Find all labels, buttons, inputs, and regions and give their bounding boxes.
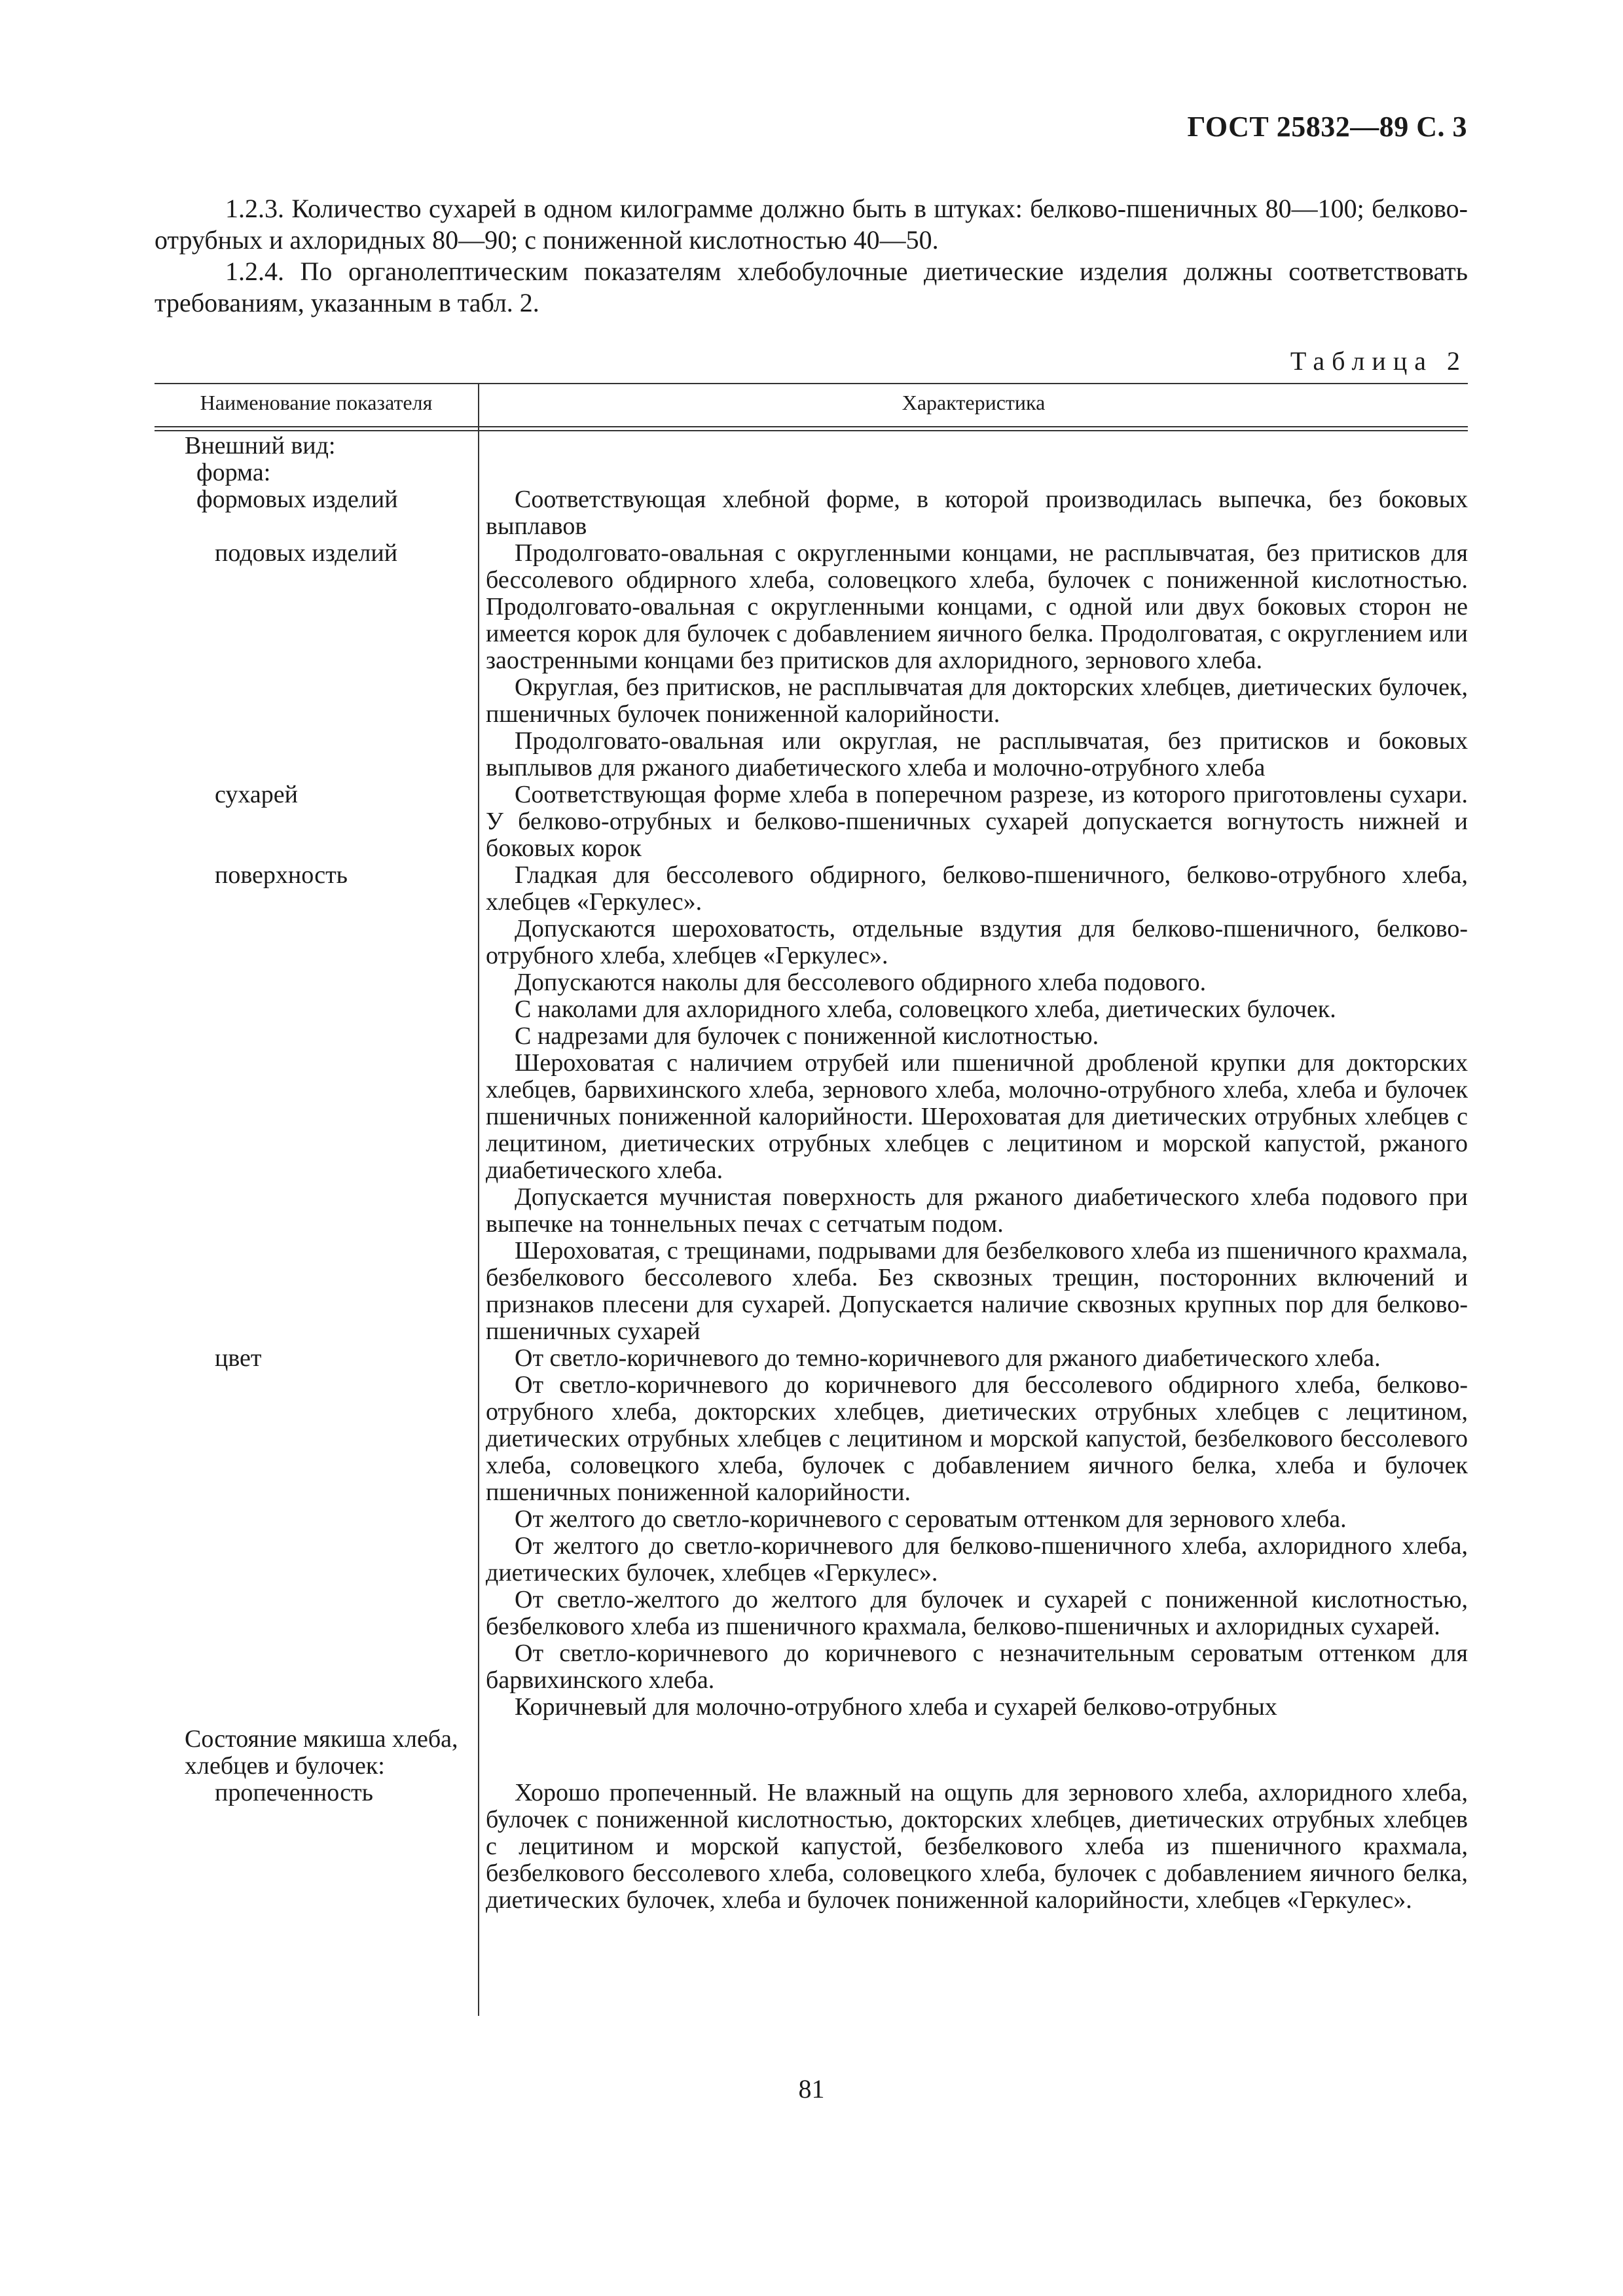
table-row [155, 433, 1468, 459]
row-desc [478, 540, 1468, 781]
table-row [155, 540, 1468, 781]
row-desc [478, 486, 1468, 540]
column-header-name: Наименование показателя [200, 391, 433, 414]
table-row [155, 1726, 1468, 1780]
desc-paragraph: Гладкая для бессолевого обдирного, белково-пшеничного, белково-отрубного хлеба, хлебцев «Геркулес». [486, 861, 1468, 916]
desc-paragraph: От желтого до светло-коричневого для белково-пшеничного хлеба, ахлоридного хлеба, диетических булочек, хлебцев «Геркулес». [486, 1532, 1468, 1587]
desc-paragraph: Коричневый для молочно-отрубного хлеба и сухарей белково-отрубных [515, 1693, 1277, 1721]
desc-paragraph: От светло-коричневого до темно-коричневого для ржаного диабетического хлеба. [515, 1344, 1381, 1372]
document-header: ГОСТ 25832—89 С. 3 [1187, 111, 1467, 143]
paragraph-1-2-3: 1.2.3. Количество сухарей в одном килограмме должно быть в штуках: белково-пшеничных 80—100; белково-отрубных и ахлоридных 80—90; с пониженной кислотностью 40—50. [155, 194, 1468, 255]
row-name-molded: формовых изделий [196, 486, 398, 513]
row-desc [478, 1780, 1468, 1914]
row-desc [478, 433, 1468, 459]
column-header-characteristic: Характеристика [902, 391, 1046, 414]
table-header-rule-double [155, 430, 1468, 431]
row-name-crumb-state: Состояние мякиша хлеба, хлебцев и булочек: [185, 1725, 458, 1780]
organoleptic-table [155, 383, 1468, 2016]
desc-paragraph: Допускаются наколы для бессолевого обдирного хлеба подового. [515, 969, 1207, 996]
desc-paragraph: Шероховатая, с трещинами, подрывами для безбелкового хлеба из пшеничного крахмала, безбелкового бессолевого хлеба. Без сквозных трещин, посторонних включений и признаков плесени для сухарей. Допускается наличие сквозных крупных пор для белково-пшеничных сухарей [486, 1237, 1468, 1345]
table-row [155, 1345, 1468, 1721]
table-body [155, 433, 1468, 1914]
row-name-rusks: сухарей [215, 781, 298, 808]
desc-paragraph: Допускается мучнистая поверхность для ржаного диабетического хлеба подового при выпечке на тоннельных печах с сетчатым подом. [486, 1183, 1468, 1238]
table-header-rule [155, 426, 1468, 427]
table-row [155, 459, 1468, 486]
desc-paragraph: Шероховатая с наличием отрубей или пшеничной дробленой крупки для докторских хлебцев, барвихинского хлеба, зернового хлеба, молочно-отрубного хлеба, хлеба и булочек пшеничных пониженной калорийности. Шероховатая для диетических отрубных хлебцев с лецитином, диетических отрубных хлебцев с лецитином и морской капустой, ржаного диабетического хлеба. [486, 1049, 1468, 1184]
desc-paragraph: Допускаются шероховатость, отдельные вздутия для белково-пшеничного, белково-отрубного хлеба, хлебцев «Геркулес». [486, 915, 1468, 969]
table-row [155, 486, 1468, 540]
row-desc [478, 1726, 1468, 1780]
row-name-surface: поверхность [215, 861, 348, 889]
row-desc [478, 862, 1468, 1345]
desc-paragraph: Продолговато-овальная или округлая, не расплывчатая, без притисков и боковых выплывов для ржаного диабетического хлеба и молочно-отрубного хлеба [486, 727, 1468, 781]
row-name-baked: пропеченность [215, 1779, 373, 1806]
desc-paragraph: Округлая, без притисков, не расплывчатая для докторских хлебцев, диетических булочек, пшеничных булочек пониженной калорийности. [486, 673, 1468, 728]
desc-paragraph: Хорошо пропеченный. Не влажный на ощупь для зернового хлеба, ахлоридного хлеба, булочек с пониженной кислотностью, докторских хлебцев, диетических отрубных хлебцев с лецитином и морской капустой, безбелкового хлеба из пшеничного крахмала, безбелкового бессолевого хлеба, соловецкого хлеба, булочек с добавлением яичного белка, диетических булочек, хлеба и булочек пониженной калорийности, хлебцев «Геркулес». [486, 1779, 1468, 1914]
table-row [155, 781, 1468, 862]
intro-text [155, 193, 1468, 319]
desc-paragraph: Продолговато-овальная с округленными концами, не расплывчатая, без притисков для бессолевого обдирного хлеба, соловецкого хлеба, булочек с пониженной кислотностью. Продолговато-овальная с округленными концами, с одной или двух боковых сторон не имеется корок для булочек с добавлением яичного белка. Продолговатая, с округлением или заостренными концами без притисков для ахлоридного, зернового хлеба. [486, 539, 1468, 674]
desc-paragraph: С наколами для ахлоридного хлеба, соловецкого хлеба, диетических булочек. [515, 996, 1336, 1023]
row-desc [478, 1345, 1468, 1721]
row-name-shape: форма: [196, 459, 271, 486]
table-row [155, 862, 1468, 1345]
row-name-hearth: подовых изделий [215, 539, 398, 567]
row-desc [478, 459, 1468, 486]
row-desc [478, 781, 1468, 862]
paragraph-1-2-4: 1.2.4. По органолептическим показателям хлебобулочные диетические изделия должны соответствовать требованиям, указанным в табл. 2. [155, 257, 1468, 317]
row-name-color: цвет [215, 1344, 262, 1372]
desc-paragraph: От светло-коричневого до коричневого с незначительным сероватым оттенком для барвихинского хлеба. [486, 1640, 1468, 1694]
desc-paragraph: Соответствующая форме хлеба в поперечном разрезе, из которого приготовлены сухари. У белково-отрубных и белково-пшеничных сухарей допускается вогнутость нижней и боковых корок [486, 781, 1468, 862]
desc-paragraph: Соответствующая хлебной форме, в которой производилась выпечка, без боковых выплавов [486, 486, 1468, 540]
desc-paragraph: От желтого до светло-коричневого с сероватым оттенком для зернового хлеба. [515, 1505, 1347, 1533]
page-number: 81 [798, 2074, 825, 2104]
table-row [155, 1780, 1468, 1914]
row-name-appearance: Внешний вид: [185, 432, 336, 459]
desc-paragraph: С надрезами для булочек с пониженной кислотностью. [515, 1022, 1099, 1050]
desc-paragraph: От светло-желтого до желтого для булочек и сухарей с пониженной кислотностью, безбелкового хлеба из пшеничного крахмала, белково-пшеничных и ахлоридных сухарей. [486, 1586, 1468, 1640]
table-caption: Таблица 2 [1290, 346, 1467, 376]
desc-paragraph: От светло-коричневого до коричневого для бессолевого обдирного хлеба, белково-отрубного хлеба, докторских хлебцев, диетических отрубных хлебцев с лецитином, диетических отрубных хлебцев с лецитином и морской капустой, безбелкового бессолевого хлеба, соловецкого хлеба, булочек с добавлением яичного белка, хлеба и булочек пшеничных пониженной калорийности. [486, 1371, 1468, 1506]
table-top-rule [155, 383, 1468, 384]
